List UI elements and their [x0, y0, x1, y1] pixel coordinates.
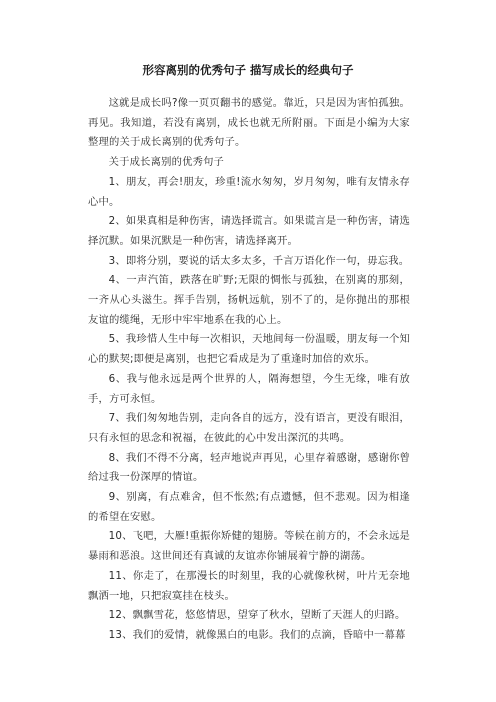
document-title: 形容离别的优秀句子 描写成长的经典句子	[142, 63, 354, 77]
quote-paragraph-1: 1、朋友，再会!朋友，珍重!流水匆匆，岁月匆匆，唯有友情永存心中。	[88, 175, 410, 208]
quote-paragraph-8: 8、我们不得不分离，轻声地说声再见，心里存着感谢，感谢你曾给过我一份深厚的情谊。	[88, 451, 410, 484]
quote-paragraph-9: 9、别离，有点难舍，但不怅然;有点遗憾，但不悲观。因为相逢的希望在安慰。	[88, 491, 410, 523]
quote-paragraph-11: 11、你走了，在那漫长的时刻里，我的心就像秋树，叶片无奈地飘洒一地，只把寂寞挂在枝头。	[88, 569, 410, 602]
document-body	[88, 94, 410, 646]
intro-paragraph: 这就是成长吗?像一页页翻书的感觉。靠近，只是因为害怕孤独。再见。我知道，若没有离别，成长也就无所附丽。下面是小编为大家整理的关于成长离别的优秀句子。	[88, 97, 410, 149]
quote-paragraph-3: 3、即将分别，要说的话太多太多，千言万语化作一句，毋忘我。	[108, 254, 410, 267]
quote-paragraph-4: 4、一声汽笛，跌落在旷野;无限的惆怅与孤独，在别离的那刻，一齐从心头滋生。挥手告别，扬帆远航，别不了的，是你抛出的那根友谊的缆绳，无形中牢牢地系在我的心上。	[88, 274, 410, 326]
quote-paragraph-2: 2、如果真相是种伤害，请选择谎言。如果谎言是一种伤害，请选择沉默。如果沉默是一种伤害，请选择离开。	[88, 215, 410, 247]
quote-paragraph-5: 5、我珍惜人生中每一次相识，天地间每一份温暖，朋友每一个知心的默契;即便是离别，也把它看成是为了重逢时加倍的欢乐。	[88, 333, 410, 366]
quote-paragraph-13: 13、我们的爱情，就像黑白的电影。我们的点滴，昏暗中一幕幕	[108, 628, 406, 641]
section-heading: 关于成长离别的优秀句子	[108, 156, 225, 169]
quote-paragraph-7: 7、我们匆匆地告别，走向各自的远方，没有语言，更没有眼泪，只有永恒的思念和祝福，在彼此的心中发出深沉的共鸣。	[88, 412, 410, 444]
quote-paragraph-10: 10、飞吧，大雁!重振你矫健的翅膀。等候在前方的，不会永远是暴雨和恶浪。这世间还有真诚的友谊赤你铺展着宁静的湖荡。	[88, 530, 410, 563]
quote-paragraph-12: 12、飘飘雪花，悠悠情思，望穿了秋水，望断了天涯人的归路。	[108, 609, 406, 622]
quote-paragraph-6: 6、我与他永远是两个世界的人，隔海想望，今生无缘，唯有放手，方可永恒。	[88, 372, 410, 405]
